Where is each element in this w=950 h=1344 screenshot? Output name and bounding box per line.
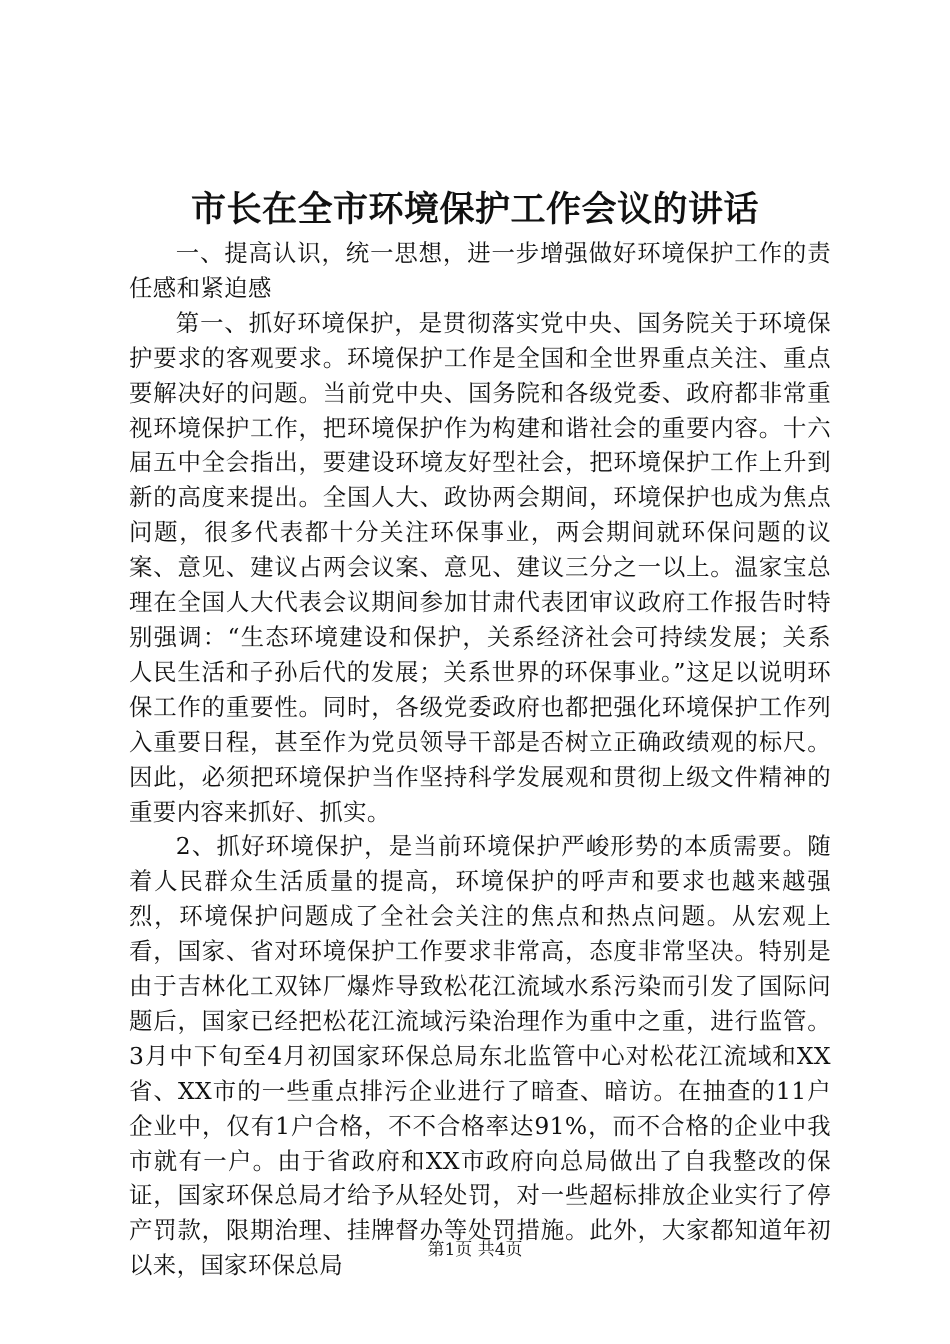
document-body — [129, 236, 831, 1283]
page-number-footer: 第1页 共4页 — [427, 1240, 523, 1260]
section-heading: 一、提高认识，统一思想，进一步增强做好环境保护工作的责任感和紧迫感 — [129, 239, 831, 302]
document-title: 市长在全市环境保护工作会议的讲话 — [190, 189, 759, 230]
paragraph: 2、抓好环境保护，是当前环境保护严峻形势的本质需要。随着人民群众生活质量的提高，环境保护的呼声和要求也越来越强烈，环境保护问题成了全社会关注的焦点和热点问题。从宏观上看，国家、省对环境保护工作要求非常高，态度非常坚决。特别是由于吉林化工双钵厂爆炸导致松花江流域水系污染而引发了国际问题后，国家已经把松花江流域污染治理作为重中之重，进行监管。3月中下旬至4月初国家环保总局东北监管中心对松花江流域和XX省、XX市的一些重点排污企业进行了暗查、暗访。在抽查的11户企业中，仅有1户合格，不不合格率达91%，而不合格的企业中我市就有一户。由于省政府和XX市政府向总局做出了自我整改的保证，国家环保总局才给予从轻处罚，对一些超标排放企业实行了停产罚款，限期治理、挂牌督办等处罚措施。此外，大家都知道年初以来，国家环保总局 — [129, 832, 831, 1280]
paragraph: 第一、抓好环境保护，是贯彻落实党中央、国务院关于环境保护要求的客观要求。环境保护工作是全国和全世界重点关注、重点要解决好的问题。当前党中央、国务院和各级党委、政府都非常重视环境保护工作，把环境保护作为构建和谐社会的重要内容。十六届五中全会指出，要建设环境友好型社会，把环境保护工作上升到新的高度来提出。全国人大、政协两会期间，环境保护也成为焦点问题，很多代表都十分关注环保事业，两会期间就环保问题的议案、意见、建议占两会议案、意见、建议三分之一以上。温家宝总理在全国人大代表会议期间参加甘肃代表团审议政府工作报告时特别强调：“生态环境建设和保护，关系经济社会可持续发展；关系人民生活和子孙后代的发展；关系世界的环保事业。”这足以说明环保工作的重要性。同时，各级党委政府也都把强化环境保护工作列入重要日程，甚至作为党员领导干部是否树立正确政绩观的标尺。因此，必须把环境保护当作坚持科学发展观和贯彻上级文件精神的重要内容来抓好、抓实。 — [129, 308, 831, 826]
